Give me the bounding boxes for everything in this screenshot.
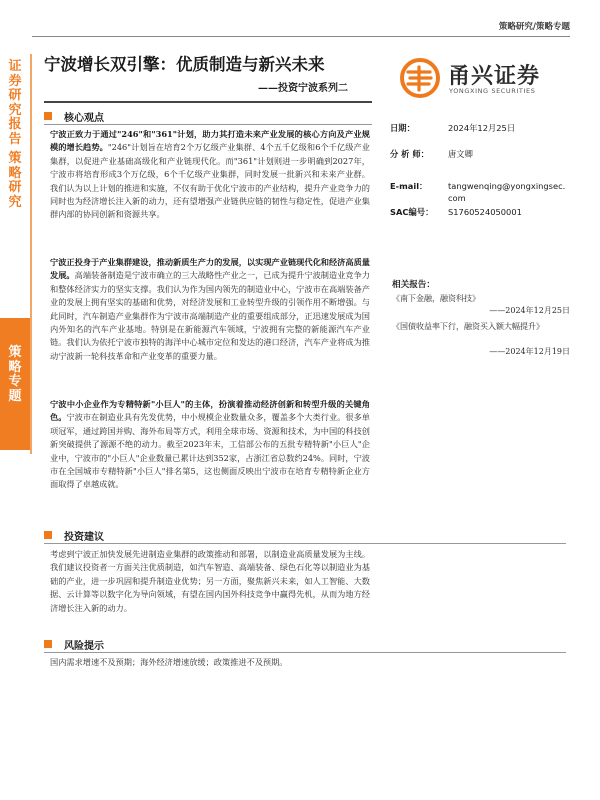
core-paragraph-1: [50, 128, 370, 222]
advice-heading: 投资建议: [44, 527, 104, 543]
header-rule: [32, 36, 570, 37]
section-square-icon: [44, 531, 52, 539]
email-value-line2[interactable]: com: [448, 193, 466, 203]
related-report-2-title[interactable]: 《国债收益率下行，融资买入额大幅提升》: [392, 322, 544, 331]
risk-rule: [44, 652, 566, 653]
research-type-vertical: 策略研究: [8, 151, 22, 210]
core-p3-lead: 宁波中小企业作为专精特新"小巨人"的主体，扮演着推动经济创新和转型升级的关键角色。: [50, 399, 370, 423]
report-title: 宁波增长双引擎：优质制造与新兴未来: [44, 55, 325, 74]
related-heading: 相关报告：: [392, 280, 435, 290]
core-p1-lead: 宁波正致力于通过"246"和"361"计划，助力其打造未来产业发展的核心方向及产业规模的增长趋势。: [50, 129, 370, 153]
analyst-name: 唐文卿: [448, 149, 473, 159]
topic-vertical: 策略专题: [8, 345, 22, 404]
core-rule: [44, 124, 372, 125]
date-value: 2024年12月25日: [448, 123, 516, 133]
section-square-icon: [44, 640, 52, 648]
email-value-line1[interactable]: tangwenqing@yongxingsec.: [448, 181, 566, 191]
logo-name: 甬兴证券: [448, 64, 541, 89]
core-paragraph-2: [50, 256, 370, 363]
sac-value: S1760524050001: [448, 207, 522, 217]
core-p2-lead: 宁波正投身于产业集群建设，推动新质生产力的发展，以实现产业链现代化和经济高质量发展。: [50, 257, 370, 281]
core-paragraph-3: [50, 398, 370, 492]
related-report-1-title[interactable]: 《南下金融，融资科技》: [392, 294, 480, 303]
core-p1-body: "246"计划旨在培育2个万亿级产业集群、4个五千亿级和6个千亿级产业集群，以促进产业基础高级化和产业链现代化。而"361"计划则进一步明确到2027年，宁波市将培育形成3个万亿级，6个千亿级产业集群，同时发展一批新兴和未来产业群。我们认为以上计划的推进和实施，不仅有助于优化宁波市的产业结构，提升产业竞争力的同时也为经济增长注入新的动力，还有望增强产业链供应链的韧性与稳定性，促进产业集群内部的协同创新和资源共享。: [50, 142, 370, 220]
analyst-row: [390, 148, 570, 162]
section-square-icon: [44, 112, 52, 120]
core-p3-body: 宁波市在制造业具有先发优势，中小规模企业数量众多，覆盖多个大类行业。很多单项冠军，通过跨国并购、海外布局等方式，利用全球市场、资源和技术，为中国的科技创新突破提供了源源不绝的动力。截至2023年末，工信部公布的五批专精特新"小巨人"企业中，宁波市的"小巨人"企业数量已累计达到352家，占浙江省总数约24%。同时，宁波市在全国城市专精特新"小巨人"排名第5，这也侧面反映出宁波市在培育专精特新企业方面取得了卓越成就。: [50, 412, 370, 490]
risk-heading: 风险提示: [44, 636, 104, 652]
report-type-tag: 策略研究/策略专题: [498, 22, 570, 32]
date-row: [390, 122, 570, 136]
sac-row: [390, 206, 570, 220]
core-heading: 核心观点: [44, 108, 104, 124]
report-category-vertical: 证券研究报告: [8, 59, 22, 147]
left-stripe: [30, 54, 32, 454]
logo-mark-icon: [400, 58, 440, 98]
email-label: E-mail：: [390, 181, 428, 191]
core-p2-body: 高端装备制造是宁波市确立的三大战略性产业之一，已成为提升宁波制造业竞争力和整体经济实力的坚实支撑。我们认为作为国内领先的制造业中心，宁波市在高端装备产业的发展上拥有坚实的基础和优势，对经济发展和工业转型升级的引领作用不断增强。与此同时，汽车制造产业集群作为宁波市高端制造产业的重要组成部分，正迅速发展成为国内外知名的汽车产业基地。特别是在新能源汽车领域，宁波拥有完整的新能源汽车产业链。我们认为依托宁波市独特的海洋中心城市定位和发达的港口经济，汽车产业将成为推动宁波新一轮科技革命和产业变革的重要力量。: [50, 270, 370, 361]
sac-label: SAC编号：: [390, 207, 434, 217]
date-label: 日期：: [390, 123, 415, 133]
advice-rule: [44, 543, 566, 544]
email-row: [390, 180, 570, 206]
related-report-1-date: ——2024年12月25日: [489, 306, 570, 315]
advice-paragraph: 考虑到宁波正加快发展先进制造业集群的政策推动和部署，以制造业高质量发展为主线。我们建议投资者一方面关注优质制造，如汽车智造、高端装备、绿色石化等以制造业为基础的产业，进一步巩固和提升制造业优势；另一方面，聚焦新兴未来，如人工智能、大数据、云计算等以数字化为导向领域，有望在国内国外科技竞争中赢得先机，从而为地方经济增长注入新的动力。: [50, 549, 370, 613]
logo-english: YONGXING SECURITIES: [449, 87, 536, 95]
related-report-2-date: ——2024年12月19日: [489, 347, 570, 356]
analyst-label: 分 析 师：: [390, 149, 429, 159]
company-logo: [392, 56, 572, 100]
risk-paragraph: 国内需求增速不及预期；海外经济增速放缓；政策推进不及预期。: [50, 657, 288, 667]
title-rule: [44, 101, 372, 103]
report-subtitle: ——投资宁波系列二: [258, 83, 348, 94]
